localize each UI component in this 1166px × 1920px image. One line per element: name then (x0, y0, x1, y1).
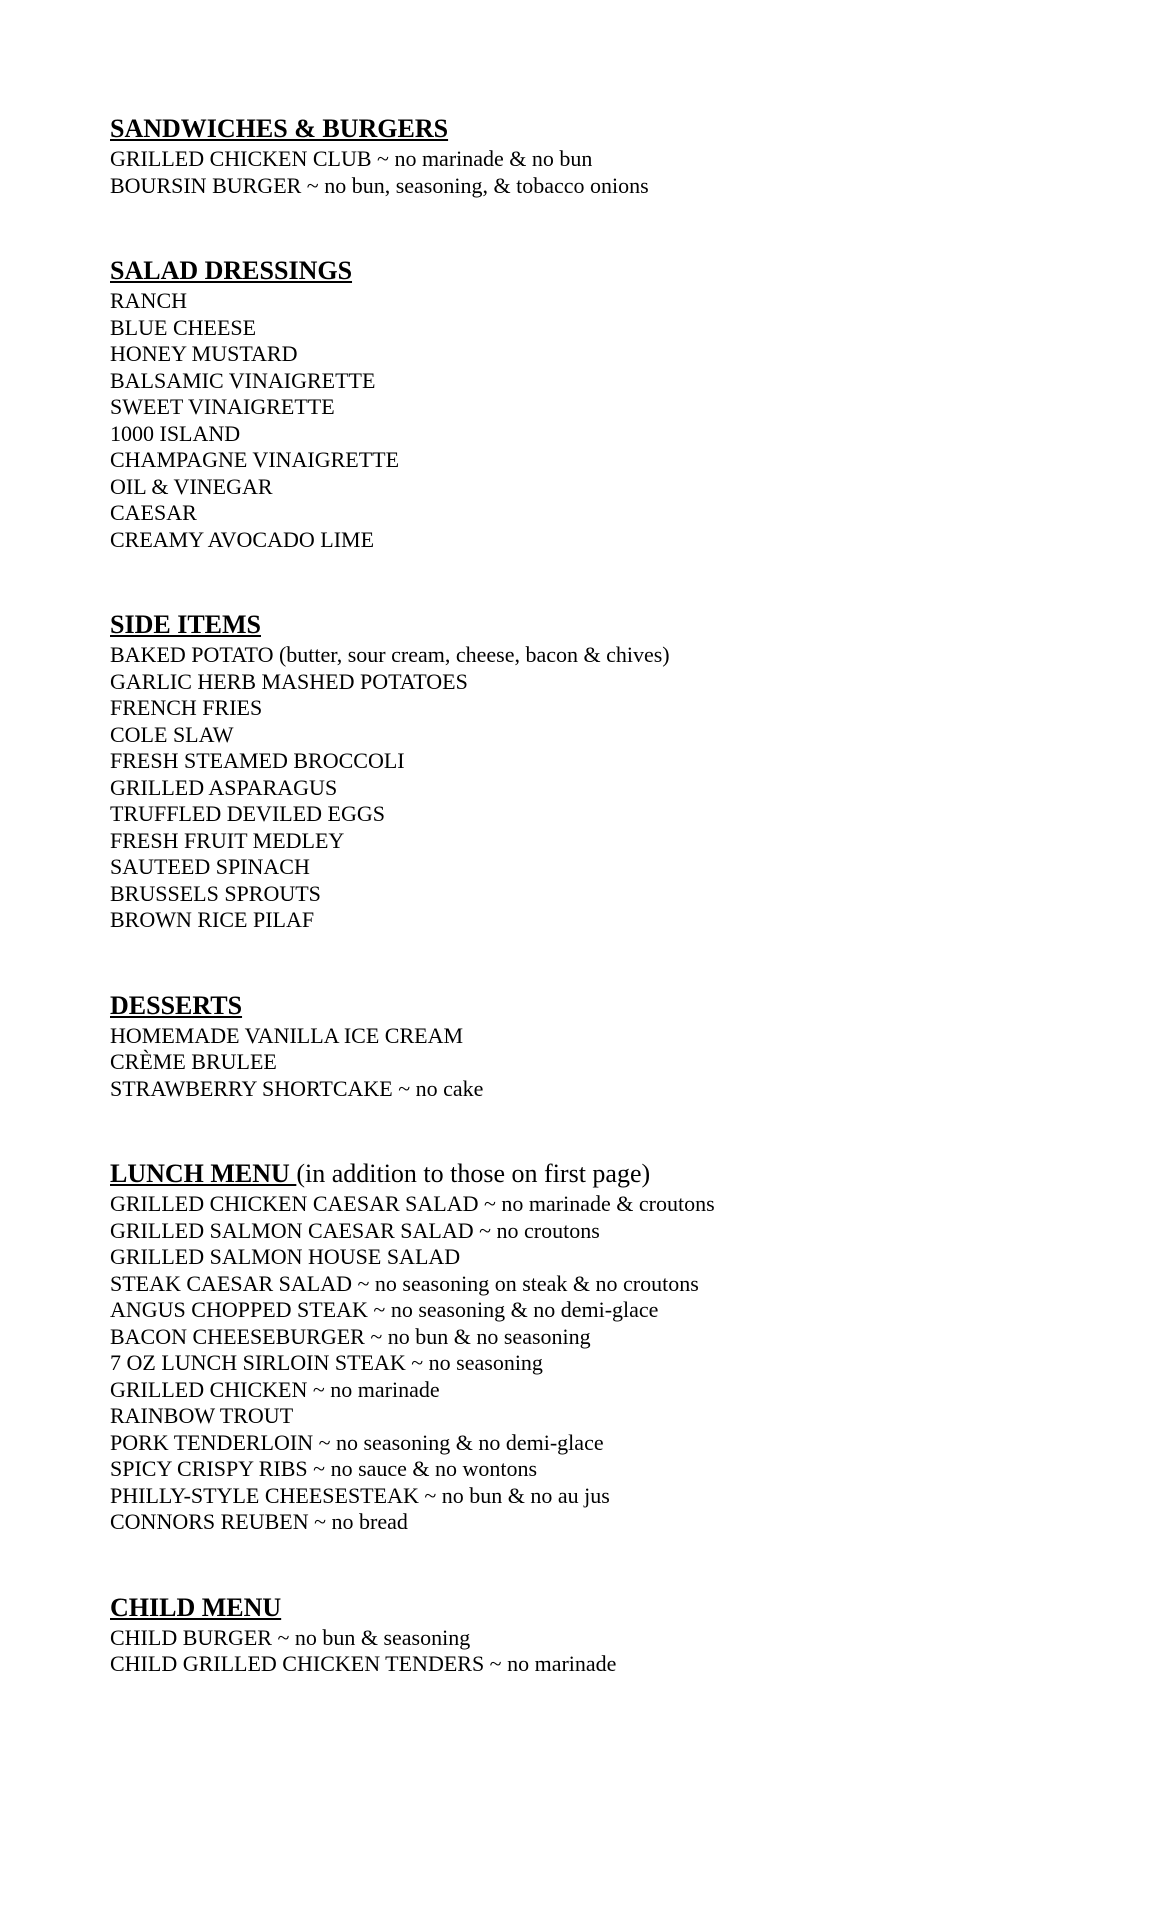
menu-item: 7 OZ LUNCH SIRLOIN STEAK ~ no seasoning (110, 1350, 543, 1375)
menu-item: GRILLED CHICKEN CLUB ~ no marinade & no bun (110, 146, 593, 171)
menu-item: GRILLED SALMON HOUSE SALAD (110, 1244, 461, 1269)
menu-item: FRESH FRUIT MEDLEY (110, 827, 345, 853)
menu-item: ANGUS CHOPPED STEAK ~ no seasoning & no demi-glace (110, 1297, 659, 1322)
menu-item: SPICY CRISPY RIBS ~ no sauce & no wontons (110, 1456, 538, 1481)
menu-item: SWEET VINAIGRETTE (110, 394, 335, 419)
menu-item: FRESH STEAMED BROCCOLI (110, 748, 405, 773)
section-heading-note: (in addition to those on first page) (296, 1159, 651, 1188)
menu-item: GARLIC HERB MASHED POTATOES (110, 668, 468, 694)
section-heading: DESSERTS (110, 990, 243, 1020)
section-salad-dressings (110, 254, 1110, 553)
section-desserts (110, 989, 1110, 1103)
menu-item: GRILLED CHICKEN CAESAR SALAD ~ no marinade & croutons (110, 1191, 715, 1216)
menu-item: TRUFFLED DEVILED EGGS (110, 801, 385, 826)
item-list (110, 642, 1110, 934)
menu-item: CRÈME BRULEE (110, 1049, 277, 1074)
menu-item: SAUTEED SPINACH (110, 854, 310, 879)
menu-item: CAESAR (110, 500, 197, 525)
menu-item: BACON CHEESEBURGER ~ no bun & no seasoning (110, 1323, 591, 1349)
item-list (110, 288, 1110, 553)
item-list (110, 1023, 1110, 1103)
menu-item: CONNORS REUBEN ~ no bread (110, 1509, 408, 1534)
menu-item: OIL & VINEGAR (110, 473, 273, 499)
menu-item: RAINBOW TROUT (110, 1403, 294, 1428)
menu-item: PHILLY-STYLE CHEESESTEAK ~ no bun & no au jus (110, 1482, 610, 1508)
menu-item: GRILLED ASPARAGUS (110, 774, 338, 800)
section-lunch-menu (110, 1157, 1110, 1536)
menu-item: STRAWBERRY SHORTCAKE ~ no cake (110, 1075, 484, 1101)
menu-item: GRILLED CHICKEN ~ no marinade (110, 1376, 440, 1402)
menu-item: CHILD GRILLED CHICKEN TENDERS ~ no marinade (110, 1651, 617, 1676)
section-heading: SANDWICHES & BURGERS (110, 114, 449, 143)
item-list (110, 1625, 1110, 1678)
menu-item: BLUE CHEESE (110, 314, 257, 340)
menu-item: GRILLED SALMON CAESAR SALAD ~ no croutons (110, 1217, 600, 1243)
menu-item: HOMEMADE VANILLA ICE CREAM (110, 1022, 464, 1048)
section-heading: SALAD DRESSINGS (110, 256, 353, 285)
item-list (110, 1191, 1110, 1536)
menu-item: PORK TENDERLOIN ~ no seasoning & no demi-glace (110, 1429, 604, 1455)
section-child-menu (110, 1591, 1110, 1678)
menu-item: BAKED POTATO (butter, sour cream, cheese, bacon & chives) (110, 642, 670, 667)
menu-item: CHAMPAGNE VINAIGRETTE (110, 447, 400, 472)
menu-item: HONEY MUSTARD (110, 341, 298, 366)
menu-item: COLE SLAW (110, 721, 234, 747)
section-heading: LUNCH MENU (110, 1159, 297, 1188)
item-list (110, 146, 1110, 199)
menu-item: BALSAMIC VINAIGRETTE (110, 367, 376, 393)
menu-item: RANCH (110, 288, 188, 313)
menu-item: STEAK CAESAR SALAD ~ no seasoning on steak & no croutons (110, 1270, 699, 1296)
menu-item: BOURSIN BURGER ~ no bun, seasoning, & tobacco onions (110, 172, 649, 198)
menu-document (110, 112, 1110, 1678)
section-heading-line (110, 1157, 1110, 1191)
menu-item: 1000 ISLAND (110, 420, 241, 446)
section-side-items (110, 608, 1110, 934)
menu-item: FRENCH FRIES (110, 695, 263, 720)
menu-item: CREAMY AVOCADO LIME (110, 526, 375, 552)
menu-item: BROWN RICE PILAF (110, 907, 315, 932)
section-heading: SIDE ITEMS (110, 610, 261, 639)
section-sandwiches-burgers (110, 112, 1110, 199)
section-heading: CHILD MENU (110, 1592, 282, 1622)
menu-item: BRUSSELS SPROUTS (110, 880, 321, 906)
menu-item: CHILD BURGER ~ no bun & seasoning (110, 1624, 471, 1650)
